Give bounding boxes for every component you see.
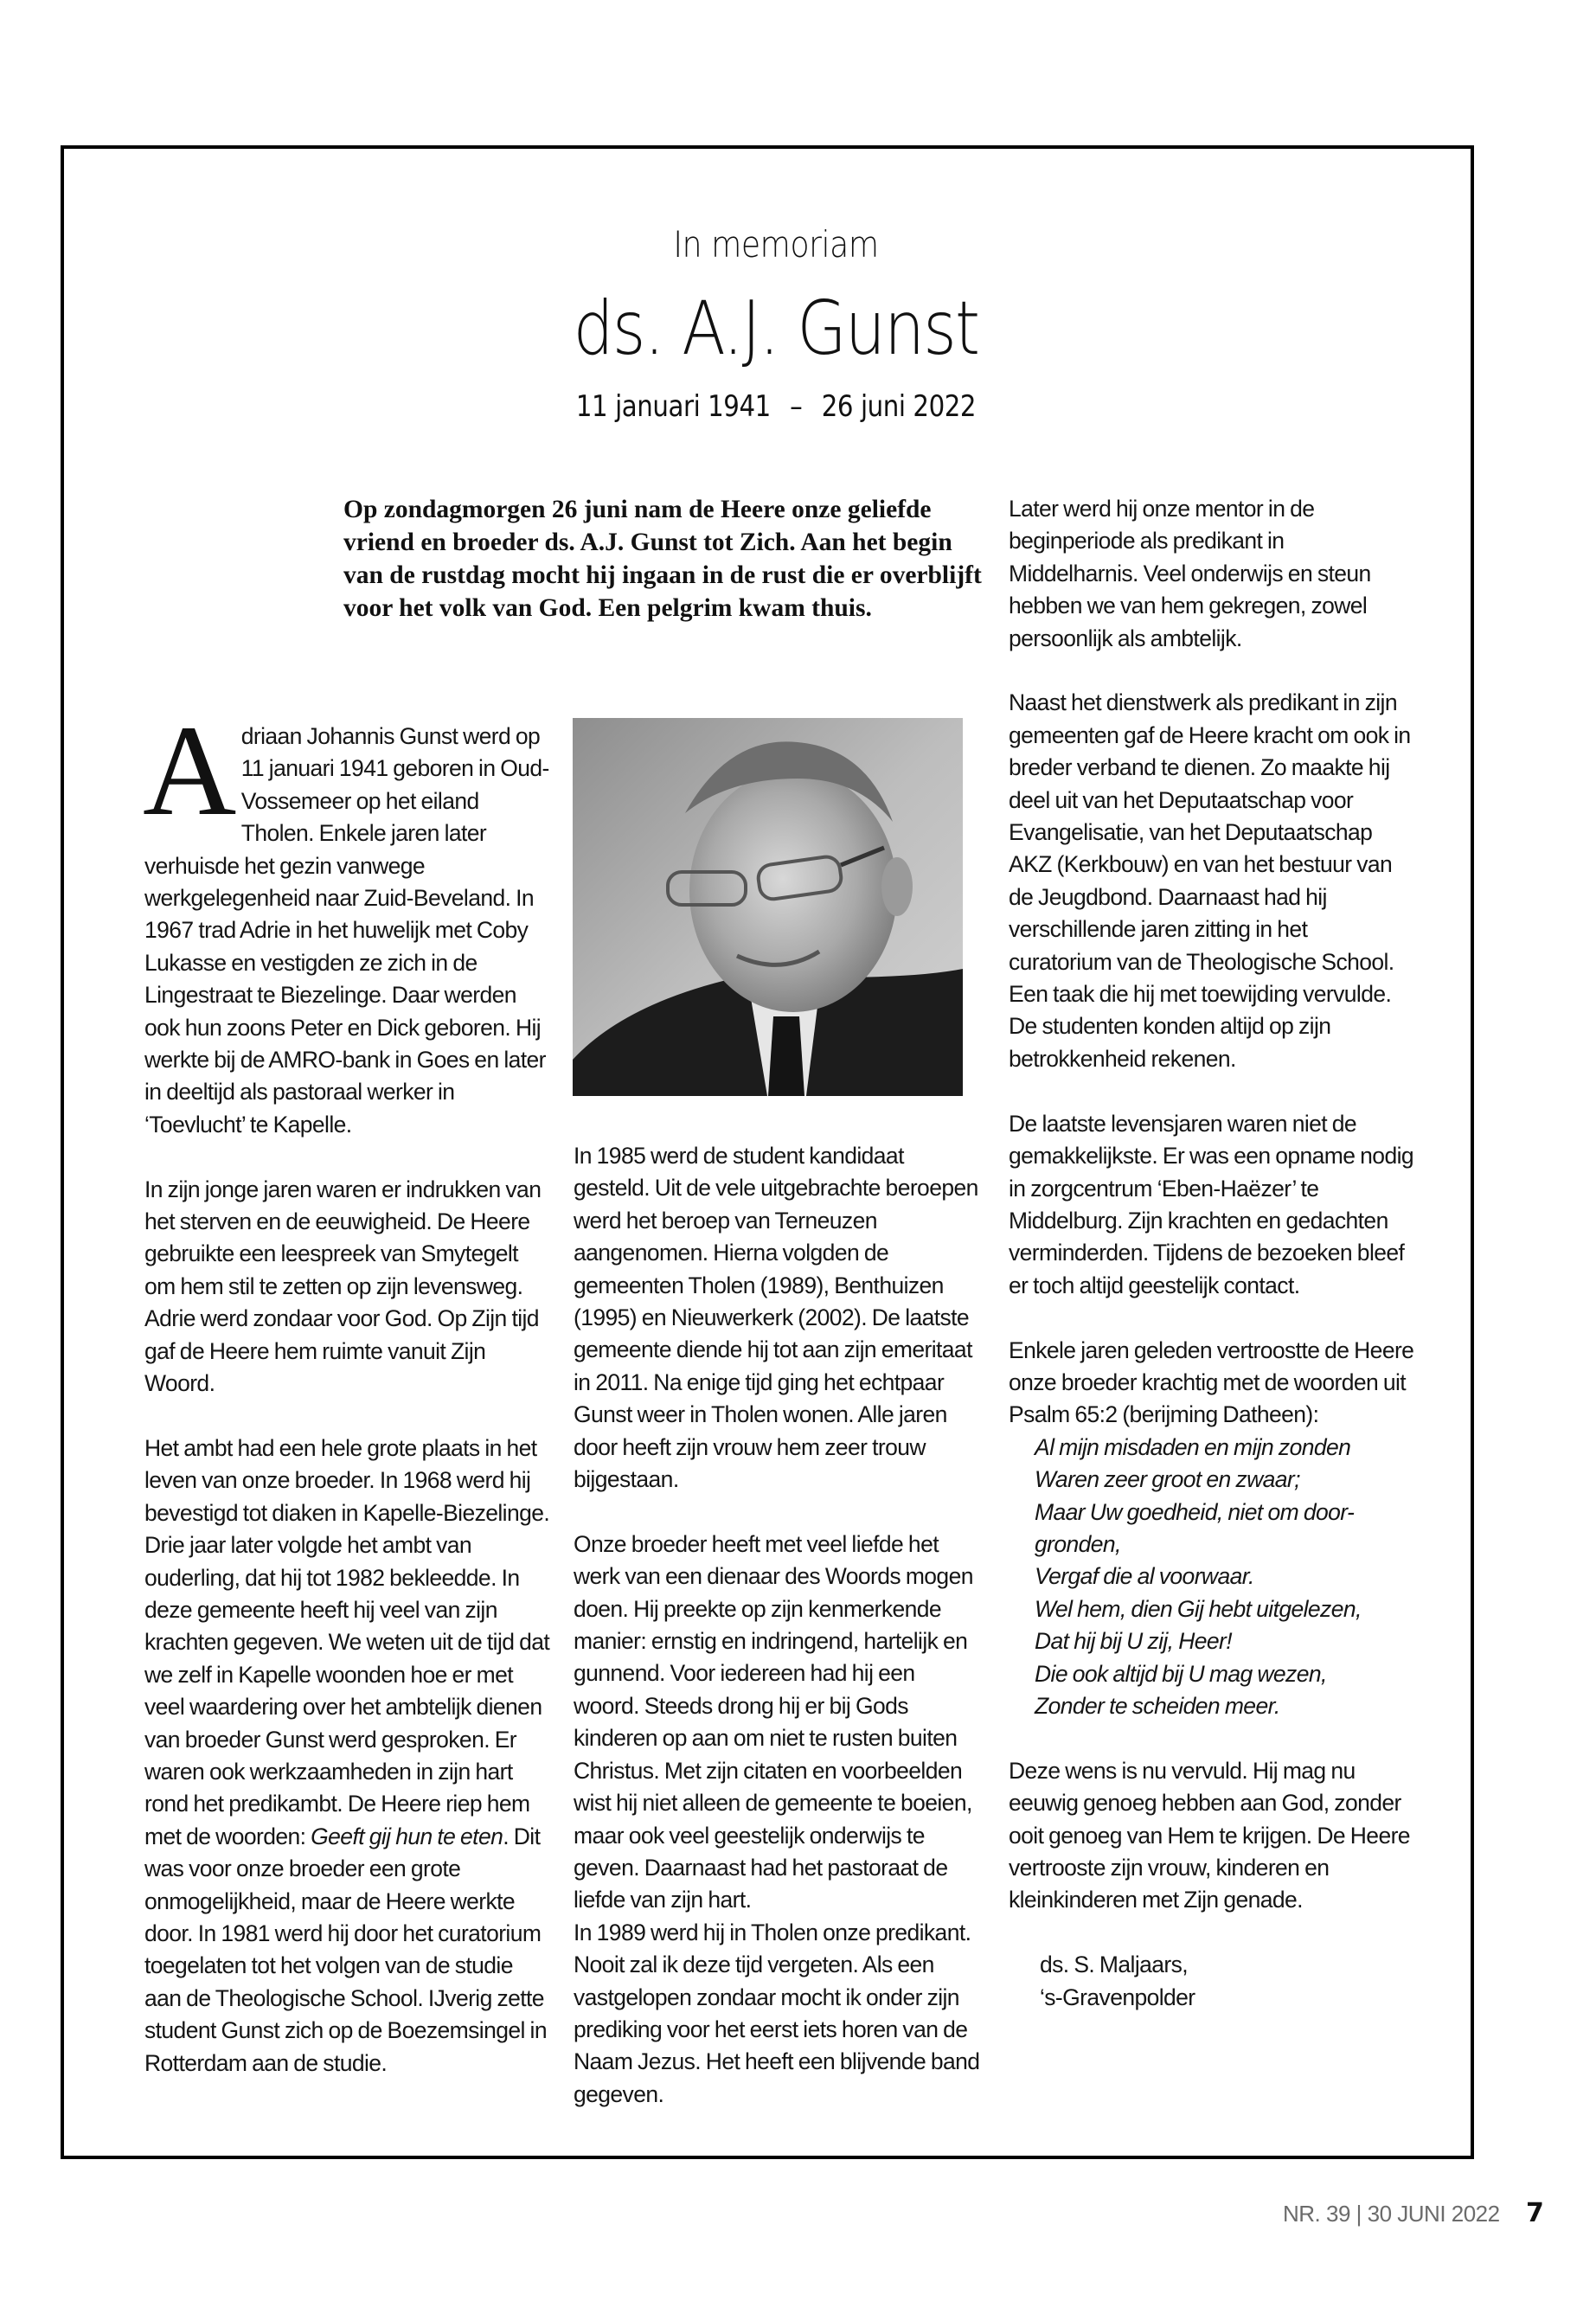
paragraph-text: Het ambt had een hele grote plaats in het leven van onze broeder. In 1968 werd hij bevestigd tot diaken in Kapelle-Biezelinge. Drie jaar later volgde het ambt van ouderling, dat hij tot 1982 bekleedde. In deze gemeente heeft hij veel van zijn krachten gegeven. We weten uit de tijd dat we zelf in Kapelle woonden hoe er met veel waardering over het ambtelijk dienen van broeder Gunst werd gesproken. Er waren ook werkzaamheden in zijn hart rond het predikambt. De Heere riep hem met de woorden: — [144, 1434, 550, 1849]
article-title: ds. A.J. Gunst — [573, 285, 979, 372]
poem-line: Vergaf die al voorwaar. — [1035, 1563, 1254, 1590]
paragraph: Later werd hij onze mentor in de beginperiode als predikant in Middelharnis. Veel onderwijs en steun hebben we van hem gekregen, zowel persoonlijk als ambtelijk. — [1009, 496, 1371, 651]
signature — [1009, 1949, 1415, 2014]
date-dash: – — [790, 389, 803, 424]
drop-cap: A — [143, 699, 236, 843]
column-3 — [1009, 493, 1415, 2014]
paragraph: In 1989 werd hij in Tholen onze predikant. Nooit zal ik deze tijd vergeten. Als een vastgelopen zondaar mocht ik onder zijn prediking voor het eerst iets horen van de Naam Jezus. Het heeft een blijvende band gegeven. — [574, 1919, 980, 2107]
poem-line: Die ook altijd bij U mag wezen, — [1035, 1660, 1327, 1687]
issue-label: NR. 39 | 30 JUNI 2022 — [1283, 2201, 1500, 2227]
life-dates — [109, 389, 1444, 424]
poem-line: Dat hij bij U zij, Heer! — [1035, 1628, 1233, 1655]
lead-paragraph: Op zondagmorgen 26 juni nam de Heere onze geliefde vriend en broeder ds. A.J. Gunst tot Zich. Aan het begin van de rustdag mocht hij ingaan in de rust die er overblijft voor het volk van God. Een pelgrim kwam thuis. — [343, 496, 982, 622]
poem-line: Waren zeer groot en zwaar; — [1035, 1466, 1300, 1493]
paragraph: Naast het dienstwerk als predikant in zijn gemeenten gaf de Heere kracht om ook in breder verband te dienen. Zo maakte hij deel uit van het Deputaatschap voor Evangelisatie, van het Deputaatschap AKZ (Kerkbouw) en van het bestuur van de Jeugdbond. Daarnaast had hij verschillende jaren zitting in het curatorium van de Theologische School. Een taak die hij met toewijding vervulde. De studenten konden altijd op zijn betrokkenheid rekenen. — [1009, 689, 1411, 1072]
paragraph: In zijn jonge jaren waren er indrukken van het sterven en de eeuwigheid. De Heere gebruikte een leespreek van Smytegelt om hem stil te zetten op zijn levensweg. Adrie werd zondaar voor God. Op Zijn tijd gaf de Heere hem ruimte vanuit Zijn Woord. — [144, 1176, 542, 1397]
paragraph: De laatste levensjaren waren niet de gemakkelijkste. Er was een opname nodig in zorgcentrum ‘Eben-Haëzer’ te Middelburg. Zijn krachten en gedachten verminderden. Tijdens de bezoeken bleef er toch altijd geestelijk contact. — [1009, 1110, 1414, 1298]
poem-line: Al mijn misdaden en mijn zonden — [1035, 1433, 1351, 1460]
poem-line: Maar Uw goedheid, niet om door- — [1035, 1498, 1355, 1525]
paragraph: In 1985 werd de student kandidaat gesteld. Uit de vele uitgebrachte beroepen werd het beroep van Terneuzen aangenomen. Hierna volgden de gemeenten Tholen (1989), Benthuizen (1995) en Nieuwerkerk (2002). De laatste gemeente diende hij tot aan zijn emeritaat in 2011. Na enige tijd ging het echtpaar Gunst weer in Tholen wonen. Alle jaren door heeft zijn vrouw hem zeer trouw bijgestaan. — [574, 1143, 978, 1493]
paragraph — [143, 699, 551, 1141]
article-kicker: In memoriam — [673, 223, 879, 266]
paragraph — [144, 1433, 551, 2080]
column-2 — [574, 1140, 980, 2111]
paragraph: Deze wens is nu vervuld. Hij mag nu eeuwig genoeg hebben aan God, zonder ooit genoeg van Hem te krijgen. De Heere vertrooste zijn vrouw, kinderen en kleinkinderen met Zijn genade. — [1009, 1757, 1410, 1913]
paragraph: Enkele jaren geleden vertroostte de Heere onze broeder krachtig met de woorden uit Psalm 65:2 (berijming Datheen): — [1009, 1336, 1414, 1428]
portrait-image — [573, 718, 963, 1096]
portrait-photo — [573, 718, 963, 1096]
birth-date: 11 januari 1941 — [575, 389, 771, 424]
scripture-quote: Geeft gij hun te eten — [311, 1823, 503, 1849]
poem-line: Wel hem, dien Gij hebt uitgelezen, — [1035, 1595, 1362, 1622]
poem-line: gronden, — [1035, 1530, 1121, 1557]
paragraph: Onze broeder heeft met veel liefde het werk van een dienaar des Woords mogen doen. Hij preekte op zijn kenmerkende manier: ernstig en indringend, hartelijk en gunnend. Voor iedereen had hij een woord. Steeds drong hij er bij Gods kinderen op aan om niet te rusten buiten Christus. Met zijn citaten en voorbeelden wist hij niet alleen de gemeente te boeien, maar ook veel geestelijk onderwijs te geven. Daarnaast had het pastoraat de liefde van zijn hart. — [574, 1530, 973, 1913]
page-number: 7 — [1526, 2198, 1544, 2228]
death-date: 26 juni 2022 — [821, 389, 977, 424]
signature-place: ‘s-Gravenpolder — [1040, 1984, 1195, 2010]
signature-name: ds. S. Maljaars, — [1040, 1952, 1189, 1978]
column-1 — [143, 699, 551, 2080]
paragraph-text: driaan Johannis Gunst werd op 11 januari 1941 geboren in Oud-Vossemeer op het eiland Tholen. Enkele jaren later verhuisde het gezin vanwege werkgelegenheid naar Zuid-Beveland. In 1967 trad Adrie in het huwelijk met Coby Lukasse en vestigden ze zich in de Lingestraat te Biezelinge. Daar werden ook hun zoons Peter en Dick geboren. Hij werkte bij de AMRO-bank in Goes en later in deeltijd als pastoraal werker in ‘Toevlucht’ te Kapelle. — [144, 723, 549, 1138]
psalm-quote — [1009, 1432, 1415, 1723]
poem-line: Zonder te scheiden meer. — [1035, 1692, 1280, 1719]
paragraph-text: . Dit was voor onze broeder een grote onmogelijkheid, maar de Heere werkte door. In 1981 werd hij door het curatorium toegelaten tot het volgen van de studie aan de Theologische School. IJverig zette student Gunst zich op de Boezemsingel in Rotterdam aan de studie. — [144, 1823, 547, 2076]
